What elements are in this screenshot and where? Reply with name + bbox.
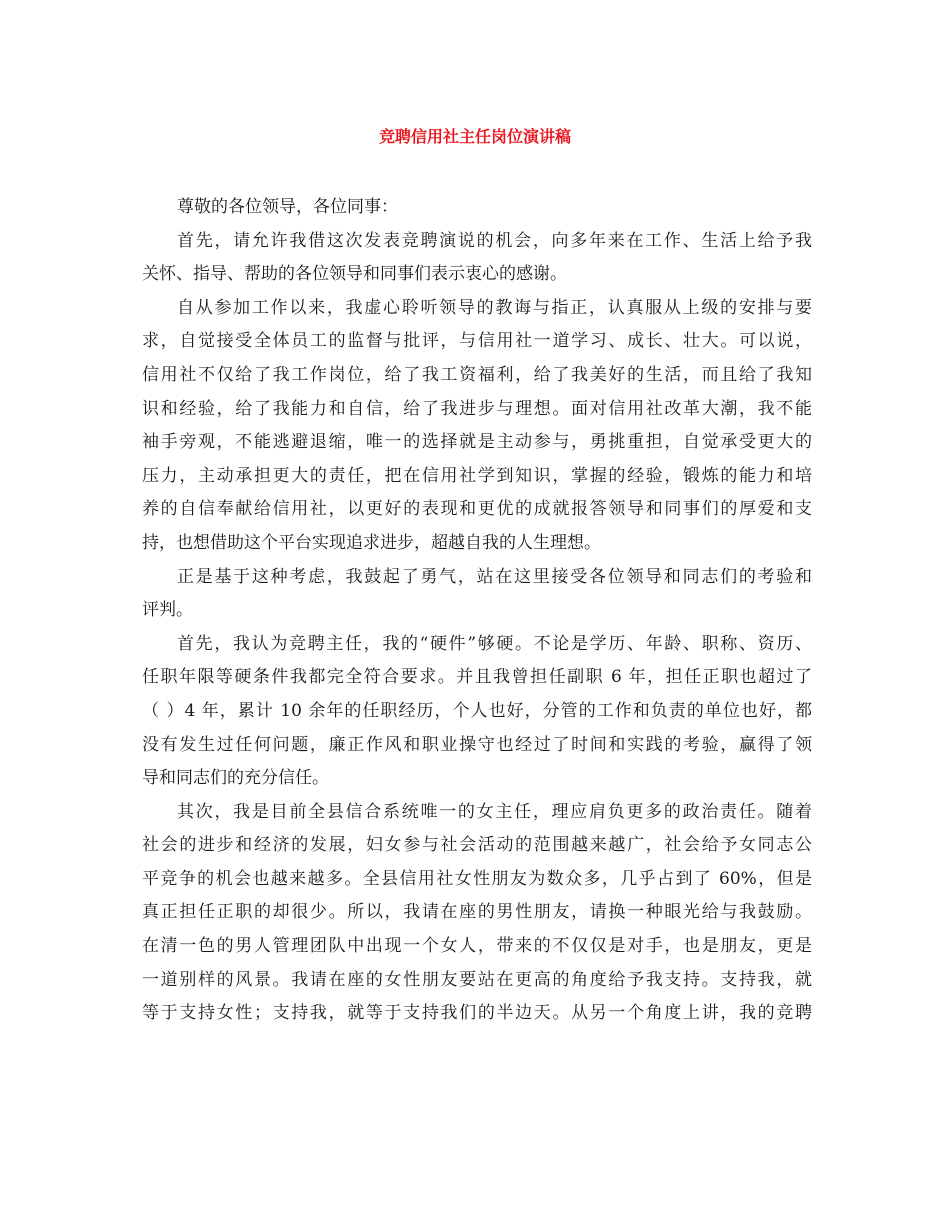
text-line: 导和同志们的充分信任。 <box>142 768 329 789</box>
text-line: 关怀、指导、帮助的各位领导和同事们表示衷心的感谢。 <box>142 264 567 285</box>
text-line: 其次，我是目前全县信合系统唯一的女主任，理应肩负更多的政治责任。随着 <box>177 801 812 822</box>
text-line: 求，自觉接受全体员工的监督与批评，与信用社一道学习、成长、壮大。可以说， <box>142 331 812 352</box>
text-line: 首先，请允许我借这次发表竞聘演说的机会，向多年来在工作、生活上给予我 <box>177 230 812 251</box>
text-line: 压力，主动承担更大的责任，把在信用社学到知识，掌握的经验，锻炼的能力和培 <box>142 465 812 486</box>
text-line: 在清一色的男人管理团队中出现一个女人，带来的不仅仅是对手，也是朋友，更是 <box>142 936 812 957</box>
text-line: 真正担任正职的却很少。所以，我请在座的男性朋友，请换一种眼光给与我鼓励。 <box>142 902 812 923</box>
text-line: 持，也想借助这个平台实现追求进步，超越自我的人生理想。 <box>142 532 601 553</box>
document-title: 竞聘信用社主任岗位演讲稿 <box>378 127 571 146</box>
text-line-salutation: 尊敬的各位领导，各位同事： <box>177 197 398 217</box>
text-line: （ ）4 年，累计 10 余年的任职经历，个人也好，分管的工作和负责的单位也好，都 <box>142 700 812 721</box>
text-line: 自从参加工作以来，我虚心聆听领导的教诲与指正，认真服从上级的安排与要 <box>177 297 812 318</box>
text-line: 一道别样的风景。我请在座的女性朋友要站在更高的角度给予我支持。支持我，就 <box>142 969 812 990</box>
text-line: 识和经验，给了我能力和自信，给了我进步与理想。面对信用社改革大潮，我不能 <box>142 398 812 419</box>
document-body <box>142 191 812 1031</box>
text-line: 信用社不仅给了我工作岗位，给了我工资福利，给了我美好的生活，而且给了我知 <box>142 364 812 385</box>
text-line: 首先，我认为竞聘主任，我的“硬件”够硬。不论是学历、年龄、职称、资历、 <box>177 633 812 654</box>
text-line: 任职年限等硬条件我都完全符合要求。并且我曾担任副职 6 年，担任正职也超过了 <box>142 667 812 688</box>
text-line: 养的自信奉献给信用社，以更好的表现和更优的成就报答领导和同事们的厚爱和支 <box>142 499 812 520</box>
text-line: 正是基于这种考虑，我鼓起了勇气，站在这里接受各位领导和同志们的考验和 <box>177 566 812 587</box>
text-line: 评判。 <box>142 600 193 621</box>
text-line: 等于支持女性；支持我，就等于支持我们的半边天。从另一个角度上讲，我的竞聘 <box>142 1003 812 1024</box>
text-line: 袖手旁观，不能逃避退缩，唯一的选择就是主动参与，勇挑重担，自觉承受更大的 <box>142 432 812 453</box>
text-line: 平竞争的机会也越来越多。全县信用社女性朋友为数众多，几乎占到了 60%，但是 <box>142 868 812 889</box>
text-line: 社会的进步和经济的发展，妇女参与社会活动的范围越来越广，社会给予女同志公 <box>142 835 812 856</box>
text-line: 没有发生过任何问题，廉正作风和职业操守也经过了时间和实践的考验，赢得了领 <box>142 734 812 755</box>
